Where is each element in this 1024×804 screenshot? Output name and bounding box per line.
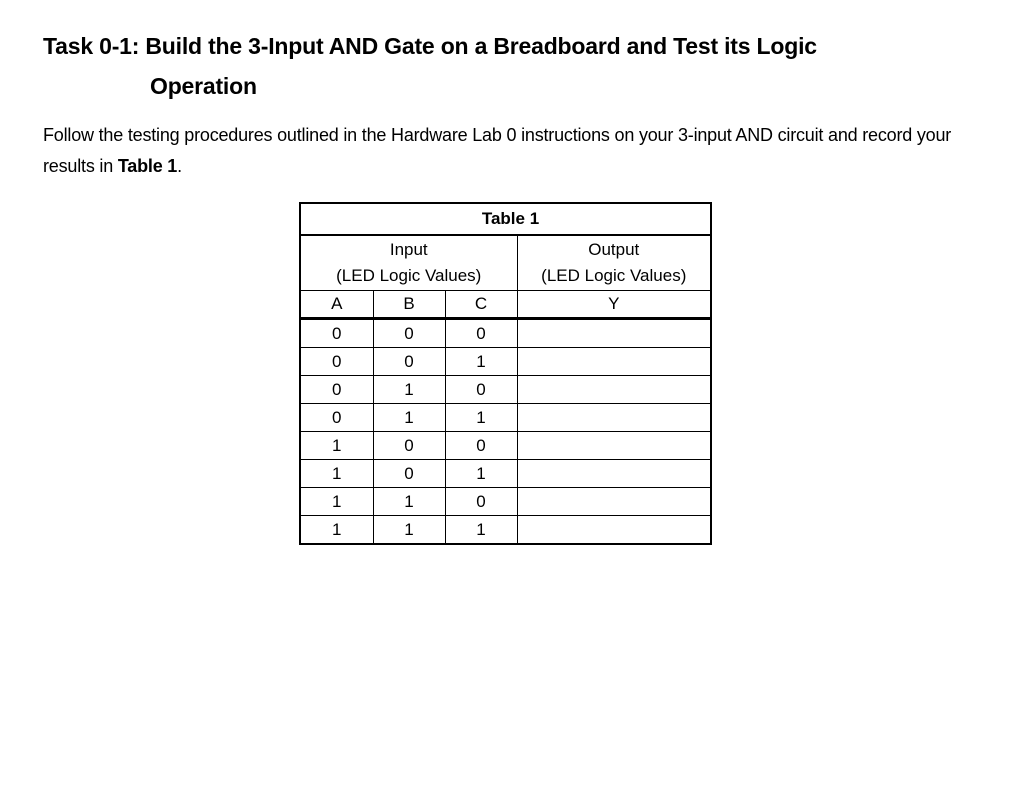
table-row bbox=[300, 460, 711, 488]
cell-b: 1 bbox=[373, 516, 445, 545]
cell-b: 0 bbox=[373, 348, 445, 376]
table-caption: Table 1 bbox=[300, 203, 711, 235]
cell-c: 1 bbox=[445, 348, 517, 376]
table-reference: Table 1 bbox=[117, 156, 178, 176]
cell-y-output[interactable] bbox=[517, 348, 711, 376]
input-group-title: Input bbox=[389, 240, 428, 259]
output-group-subtitle: (LED Logic Values) bbox=[541, 266, 687, 285]
cell-a: 0 bbox=[300, 348, 373, 376]
cell-a: 1 bbox=[300, 516, 373, 545]
table-row bbox=[300, 432, 711, 460]
output-group-header bbox=[517, 235, 711, 291]
cell-y-output[interactable] bbox=[517, 319, 711, 348]
cell-y-output[interactable] bbox=[517, 460, 711, 488]
cell-c: 0 bbox=[445, 488, 517, 516]
cell-y-output[interactable] bbox=[517, 432, 711, 460]
table-row bbox=[300, 319, 711, 348]
output-group-title: Output bbox=[588, 240, 640, 259]
input-group-subtitle: (LED Logic Values) bbox=[336, 266, 482, 285]
truth-table bbox=[299, 202, 712, 545]
cell-b: 0 bbox=[373, 460, 445, 488]
table-row bbox=[300, 488, 711, 516]
cell-a: 1 bbox=[300, 488, 373, 516]
column-header-a: A bbox=[300, 291, 373, 319]
instructions-paragraph bbox=[43, 120, 983, 182]
cell-y-output[interactable] bbox=[517, 488, 711, 516]
cell-b: 0 bbox=[373, 432, 445, 460]
cell-a: 1 bbox=[300, 432, 373, 460]
table-row bbox=[300, 376, 711, 404]
column-header-b: B bbox=[373, 291, 445, 319]
task-heading-line2: Operation bbox=[150, 73, 257, 99]
cell-c: 0 bbox=[445, 376, 517, 404]
cell-a: 0 bbox=[300, 404, 373, 432]
cell-y-output[interactable] bbox=[517, 376, 711, 404]
cell-c: 1 bbox=[445, 516, 517, 545]
cell-c: 0 bbox=[445, 432, 517, 460]
column-header-c: C bbox=[445, 291, 517, 319]
cell-b: 1 bbox=[373, 488, 445, 516]
table-row bbox=[300, 348, 711, 376]
input-group-header bbox=[300, 235, 517, 291]
cell-y-output[interactable] bbox=[517, 404, 711, 432]
task-heading bbox=[43, 26, 817, 106]
instructions-end: . bbox=[177, 156, 182, 176]
task-heading-line1: Task 0-1: Build the 3-Input AND Gate on a Breadboard and Test its Logic bbox=[43, 33, 817, 59]
table-row bbox=[300, 516, 711, 545]
cell-c: 0 bbox=[445, 319, 517, 348]
cell-c: 1 bbox=[445, 404, 517, 432]
cell-a: 0 bbox=[300, 376, 373, 404]
cell-y-output[interactable] bbox=[517, 516, 711, 545]
cell-b: 0 bbox=[373, 319, 445, 348]
cell-c: 1 bbox=[445, 460, 517, 488]
table-row bbox=[300, 404, 711, 432]
cell-a: 1 bbox=[300, 460, 373, 488]
column-header-y: Y bbox=[517, 291, 711, 319]
cell-b: 1 bbox=[373, 404, 445, 432]
cell-a: 0 bbox=[300, 319, 373, 348]
cell-b: 1 bbox=[373, 376, 445, 404]
instructions-text: Follow the testing procedures outlined in the Hardware Lab 0 instructions on your 3-input AND circuit and record your results in bbox=[43, 125, 952, 176]
